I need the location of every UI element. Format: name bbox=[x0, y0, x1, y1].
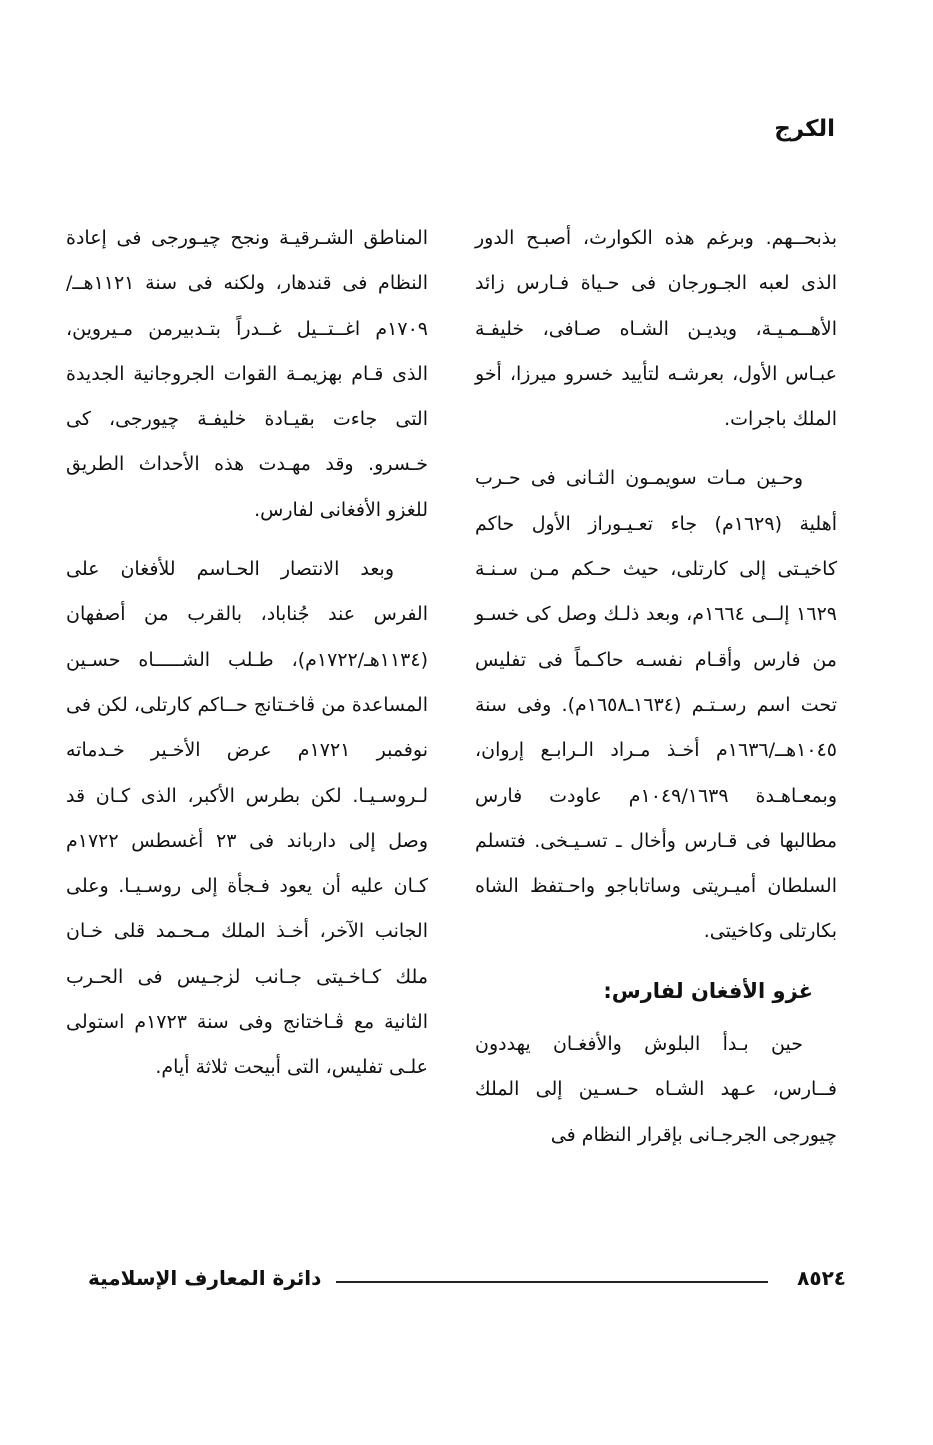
page-footer bbox=[88, 1264, 846, 1298]
right-paragraph-2: وحـين مـات سويمـون الثـانى فى حـرب أهلية (١٦٢٩م) جاء تعـيـوراز الأول حاكم كاخيـتى إلى كارتلى، حيث حـكم مـن سـنـة ١٦٢٩ إلــى ١٦٦٤م، وبعد ذلـك وصل كى خسـو من فارس وأقـام نفسـه حاكـماً فى تفليس تحت اسم رسـتـم (١٦٣٤ـ١٦٥٨م). وفى سنة ١٠٤٥هــ/١٦٣٦م أخـذ مـراد الـرابـع إروان، وبمعـاهـدة ١٠٤٩/١٦٣٩م عاودت فارس مطالبها فى قـارس وأخال ـ تسـيـخى. فتسلم السلطان أميـريتى وساتاباجو واحـتفظ الشاه بكارتلى وكاخيتى. bbox=[475, 467, 838, 943]
section-heading: غزو الأفغان لفارس: bbox=[603, 978, 813, 1003]
publication-title: دائرة المعارف الإسلامية bbox=[88, 1266, 322, 1290]
left-column bbox=[66, 216, 428, 1105]
section-paragraph: حين بـدأ البلوش والأفغـان يهددون فــارس، عـهد الشـاه حـسـين إلى الملك چيورجى الجرجـانى بإقرار النظام فى bbox=[475, 1033, 837, 1146]
running-title: الكرج bbox=[774, 116, 835, 142]
left-paragraph-1: المناطق الشـرقيـة ونجح چيـورجى فى إعادة النظام فى قندهار، ولكنه فى سنة ١١٢١هــ/١٧٠٩م اغــتــيل غــدراً بتـدبيرمن مـيروين، الذى قـام بهزيمـة القوات الجروجانية الجديدة التى جاءت بقيـادة خليفـة چيورجى، كى خـسرو. وقد مهـدت هذه الأحداث الطريق للغزو الأفغانى لفارس. bbox=[66, 227, 428, 521]
footer-rule bbox=[336, 1281, 768, 1283]
left-paragraph-2: وبعد الانتصار الحـاسم للأفغان على الفرس عند جُناباد، بالقرب من أصفهان (١١٣٤هـ/١٧٢٢م)، طـلب الشـــــاه حسـين المساعدة من ڤاخـتانج حــاكم كارتلى، لكن فى نوفمبر ١٧٢١م عرض الأخـير خـدماته لـروسـيـا. لكن بطرس الأكبر، الذى كـان قد وصل إلى دارباند فى ٢٣ أغسطس ١٧٢٢م كـان عليه أن يعود فـجأة إلى روسـيـا. وعلى الجانب الآخر، أخـذ الملك مـحـمد قلى خـان ملك كـاخـيتى جـانب لزجـيس فى الحـرب الثانية مع ڤـاختانج وفى سنة ١٧٢٣م استولى علـى تفليس، التى أبيحت ثلاثة أيام. bbox=[66, 558, 428, 1079]
right-column bbox=[475, 216, 837, 1172]
page-number: ٨٥٢٤ bbox=[797, 1266, 846, 1290]
right-paragraph-1: بذبحــهم. وبرغم هذه الكوارث، أصبـح الدور الذى لعبه الجـورجان فى حـياة فـارس زائد الأهــمـيـة، ويديـن الشـاه صـافى، خليفـة عبـاس الأول، بعرشـه لتأييد خسرو ميرزا، أخو الملك باجرات. bbox=[475, 227, 837, 431]
